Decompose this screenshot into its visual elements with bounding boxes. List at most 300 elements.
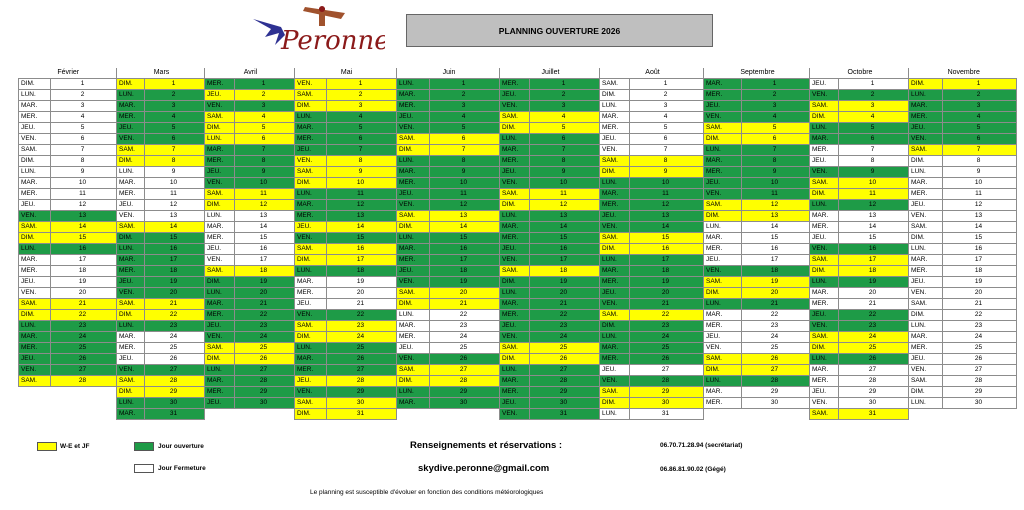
day-name-cell: VEN. <box>397 200 430 211</box>
day-name-cell: SAM. <box>600 156 630 167</box>
day-number-cell: 18 <box>430 266 500 277</box>
day-number-cell: 17 <box>630 255 704 266</box>
day-name-cell: VEN. <box>19 211 51 222</box>
day-number-cell: 13 <box>742 211 810 222</box>
day-name-cell: VEN. <box>810 398 839 409</box>
day-number-cell: 1 <box>235 79 295 90</box>
day-name-cell: DIM. <box>397 222 430 233</box>
day-name-cell: VEN. <box>19 365 51 376</box>
day-number-cell: 7 <box>235 145 295 156</box>
day-name-cell: MAR. <box>600 112 630 123</box>
day-number-cell: 4 <box>430 112 500 123</box>
day-number-cell: 20 <box>327 288 397 299</box>
day-number-cell: 12 <box>530 200 600 211</box>
day-number-cell: 26 <box>51 354 117 365</box>
day-name-cell: MAR. <box>600 189 630 200</box>
day-number-cell: 1 <box>327 79 397 90</box>
day-number-cell: 15 <box>145 233 205 244</box>
day-number-cell: 12 <box>145 200 205 211</box>
day-number-cell: 29 <box>943 387 1017 398</box>
day-name-cell: VEN. <box>205 255 235 266</box>
day-name-cell: VEN. <box>500 101 530 112</box>
day-number-cell: 31 <box>630 409 704 420</box>
day-number-cell: 19 <box>145 277 205 288</box>
day-number-cell: 13 <box>235 211 295 222</box>
day-number-cell: 30 <box>630 398 704 409</box>
day-number-cell: 30 <box>235 398 295 409</box>
day-number-cell: 11 <box>430 189 500 200</box>
day-name-cell: LUN. <box>704 299 742 310</box>
calendar-row <box>19 277 1017 288</box>
month-header: Août <box>600 68 704 79</box>
footnote: Le planning est susceptible d'évoluer en fonction des conditions météorologiques <box>310 489 544 496</box>
day-name-cell: MER. <box>205 310 235 321</box>
day-name-cell: SAM. <box>19 222 51 233</box>
day-name-cell: DIM. <box>600 398 630 409</box>
calendar-row <box>19 233 1017 244</box>
day-name-cell: SAM. <box>600 233 630 244</box>
day-number-cell: 18 <box>327 266 397 277</box>
day-name-cell: LUN. <box>500 211 530 222</box>
day-number-cell: 10 <box>235 178 295 189</box>
day-number-cell: 16 <box>530 244 600 255</box>
day-number-cell: 15 <box>51 233 117 244</box>
day-number-cell: 23 <box>51 321 117 332</box>
day-name-cell: MAR. <box>600 266 630 277</box>
day-number-cell: 27 <box>943 365 1017 376</box>
day-name-cell: MER. <box>909 343 943 354</box>
day-number-cell: 17 <box>51 255 117 266</box>
day-name-cell: VEN. <box>909 288 943 299</box>
month-header: Avril <box>205 68 295 79</box>
day-number-cell: 17 <box>839 255 909 266</box>
day-number-cell: 17 <box>327 255 397 266</box>
day-number-cell: 22 <box>430 310 500 321</box>
day-name-cell: JEU. <box>205 398 235 409</box>
day-number-cell: 29 <box>742 387 810 398</box>
day-name-cell: MAR. <box>205 145 235 156</box>
day-number-cell: 18 <box>51 266 117 277</box>
day-name-cell: VEN. <box>295 387 327 398</box>
day-number-cell: 11 <box>327 189 397 200</box>
day-number-cell: 13 <box>145 211 205 222</box>
day-name-cell: LUN. <box>500 365 530 376</box>
day-number-cell: 2 <box>430 90 500 101</box>
day-number-cell: 24 <box>235 332 295 343</box>
day-name-cell: MER. <box>704 398 742 409</box>
day-number-cell: 21 <box>943 299 1017 310</box>
day-name-cell: SAM. <box>397 134 430 145</box>
day-name-cell: SAM. <box>600 310 630 321</box>
day-name-cell: MAR. <box>810 211 839 222</box>
day-name-cell: JEU. <box>500 398 530 409</box>
day-number-cell: 16 <box>742 244 810 255</box>
day-number-cell: 11 <box>530 189 600 200</box>
day-name-cell: JEU. <box>205 244 235 255</box>
day-name-cell: MER. <box>397 255 430 266</box>
day-name-cell: LUN. <box>117 244 145 255</box>
day-name-cell: SAM. <box>19 145 51 156</box>
day-name-cell: MER. <box>205 387 235 398</box>
day-number-cell: 5 <box>235 123 295 134</box>
empty-cell <box>430 409 500 420</box>
day-name-cell: VEN. <box>295 233 327 244</box>
day-name-cell: DIM. <box>205 200 235 211</box>
day-name-cell: JEU. <box>397 189 430 200</box>
day-name-cell: JEU. <box>117 354 145 365</box>
day-number-cell: 3 <box>943 101 1017 112</box>
day-number-cell: 4 <box>839 112 909 123</box>
month-header: Octobre <box>810 68 909 79</box>
day-number-cell: 15 <box>235 233 295 244</box>
day-name-cell: MAR. <box>810 365 839 376</box>
day-number-cell: 16 <box>430 244 500 255</box>
day-number-cell: 17 <box>430 255 500 266</box>
calendar-row <box>19 101 1017 112</box>
day-number-cell: 25 <box>530 343 600 354</box>
day-name-cell: DIM. <box>704 365 742 376</box>
calendar-row <box>19 222 1017 233</box>
day-name-cell: JEU. <box>810 156 839 167</box>
day-number-cell: 9 <box>430 167 500 178</box>
day-name-cell: MER. <box>295 211 327 222</box>
day-number-cell: 27 <box>145 365 205 376</box>
day-name-cell: VEN. <box>704 266 742 277</box>
day-number-cell: 11 <box>145 189 205 200</box>
day-number-cell: 2 <box>51 90 117 101</box>
day-number-cell: 27 <box>839 365 909 376</box>
day-name-cell: LUN. <box>117 398 145 409</box>
day-number-cell: 3 <box>51 101 117 112</box>
day-name-cell: MER. <box>117 266 145 277</box>
day-number-cell: 21 <box>839 299 909 310</box>
day-name-cell: JEU. <box>704 255 742 266</box>
day-number-cell: 30 <box>145 398 205 409</box>
day-number-cell: 18 <box>943 266 1017 277</box>
day-name-cell: VEN. <box>600 222 630 233</box>
day-name-cell: LUN. <box>600 178 630 189</box>
day-name-cell: DIM. <box>500 354 530 365</box>
calendar-grid <box>18 68 1017 420</box>
day-name-cell: JEU. <box>117 200 145 211</box>
day-name-cell: VEN. <box>295 79 327 90</box>
day-number-cell: 19 <box>235 277 295 288</box>
day-number-cell: 28 <box>630 376 704 387</box>
day-number-cell: 25 <box>839 343 909 354</box>
day-name-cell: MER. <box>500 233 530 244</box>
day-name-cell: DIM. <box>909 387 943 398</box>
day-name-cell: DIM. <box>500 200 530 211</box>
day-number-cell: 3 <box>839 101 909 112</box>
day-name-cell: VEN. <box>205 101 235 112</box>
day-number-cell: 28 <box>943 376 1017 387</box>
month-header: Juin <box>397 68 500 79</box>
day-number-cell: 9 <box>530 167 600 178</box>
day-number-cell: 27 <box>530 365 600 376</box>
day-name-cell: MAR. <box>704 79 742 90</box>
day-number-cell: 27 <box>51 365 117 376</box>
day-name-cell: JEU. <box>810 233 839 244</box>
day-name-cell: SAM. <box>500 343 530 354</box>
calendar-row <box>19 255 1017 266</box>
day-number-cell: 20 <box>630 288 704 299</box>
day-number-cell: 13 <box>943 211 1017 222</box>
calendar-row <box>19 398 1017 409</box>
day-number-cell: 27 <box>327 365 397 376</box>
day-name-cell: MAR. <box>704 387 742 398</box>
day-number-cell: 19 <box>530 277 600 288</box>
day-number-cell: 3 <box>145 101 205 112</box>
day-number-cell: 17 <box>145 255 205 266</box>
day-number-cell: 25 <box>630 343 704 354</box>
day-number-cell: 14 <box>943 222 1017 233</box>
day-number-cell: 30 <box>430 398 500 409</box>
day-name-cell: MER. <box>295 134 327 145</box>
day-number-cell: 13 <box>839 211 909 222</box>
day-number-cell: 13 <box>630 211 704 222</box>
day-name-cell: LUN. <box>397 233 430 244</box>
day-name-cell: JEU. <box>19 123 51 134</box>
month-header: Novembre <box>909 68 1017 79</box>
day-name-cell: DIM. <box>600 321 630 332</box>
day-name-cell: DIM. <box>295 332 327 343</box>
day-number-cell: 25 <box>430 343 500 354</box>
day-number-cell: 4 <box>145 112 205 123</box>
day-name-cell: MAR. <box>117 178 145 189</box>
day-number-cell: 8 <box>430 156 500 167</box>
calendar-row <box>19 167 1017 178</box>
day-number-cell: 26 <box>943 354 1017 365</box>
day-name-cell: SAM. <box>117 299 145 310</box>
day-number-cell: 10 <box>839 178 909 189</box>
day-number-cell: 11 <box>742 189 810 200</box>
day-name-cell: MAR. <box>19 101 51 112</box>
day-name-cell: MER. <box>810 299 839 310</box>
day-number-cell: 19 <box>630 277 704 288</box>
day-number-cell: 29 <box>839 387 909 398</box>
day-name-cell: LUN. <box>704 222 742 233</box>
empty-cell <box>51 409 117 420</box>
day-number-cell: 11 <box>630 189 704 200</box>
empty-cell <box>704 409 742 420</box>
day-number-cell: 8 <box>742 156 810 167</box>
day-name-cell: JEU. <box>295 299 327 310</box>
day-name-cell: MER. <box>704 90 742 101</box>
day-number-cell: 2 <box>630 90 704 101</box>
month-header: Juillet <box>500 68 600 79</box>
day-number-cell: 8 <box>51 156 117 167</box>
day-number-cell: 11 <box>839 189 909 200</box>
day-name-cell: SAM. <box>600 79 630 90</box>
legend-swatch-closed <box>134 464 154 473</box>
day-name-cell: DIM. <box>295 178 327 189</box>
day-name-cell: JEU. <box>397 112 430 123</box>
day-name-cell: MAR. <box>810 134 839 145</box>
day-number-cell: 28 <box>327 376 397 387</box>
day-name-cell: SAM. <box>500 112 530 123</box>
day-number-cell: 7 <box>742 145 810 156</box>
day-name-cell: DIM. <box>909 156 943 167</box>
day-name-cell: LUN. <box>117 321 145 332</box>
day-number-cell: 24 <box>742 332 810 343</box>
day-number-cell: 19 <box>943 277 1017 288</box>
day-name-cell: DIM. <box>909 310 943 321</box>
day-number-cell: 29 <box>235 387 295 398</box>
day-number-cell: 30 <box>530 398 600 409</box>
day-number-cell: 27 <box>742 365 810 376</box>
day-number-cell: 8 <box>943 156 1017 167</box>
day-name-cell: SAM. <box>704 277 742 288</box>
day-name-cell: DIM. <box>295 101 327 112</box>
day-name-cell: VEN. <box>19 288 51 299</box>
day-name-cell: MER. <box>19 189 51 200</box>
skydiver-logo-icon <box>245 5 385 57</box>
day-name-cell: DIM. <box>19 79 51 90</box>
day-name-cell: JEU. <box>909 277 943 288</box>
day-number-cell: 14 <box>742 222 810 233</box>
day-number-cell: 23 <box>630 321 704 332</box>
empty-cell <box>19 387 51 398</box>
day-name-cell: MER. <box>810 222 839 233</box>
day-name-cell: MER. <box>205 79 235 90</box>
day-name-cell: LUN. <box>205 134 235 145</box>
day-name-cell: MAR. <box>117 101 145 112</box>
calendar-row <box>19 178 1017 189</box>
day-number-cell: 20 <box>530 288 600 299</box>
day-number-cell: 21 <box>327 299 397 310</box>
day-number-cell: 5 <box>530 123 600 134</box>
day-name-cell: MAR. <box>117 255 145 266</box>
contact-email[interactable]: skydive.peronne@gmail.com <box>418 463 550 474</box>
day-number-cell: 14 <box>327 222 397 233</box>
day-number-cell: 22 <box>742 310 810 321</box>
day-name-cell: MER. <box>704 167 742 178</box>
day-name-cell: LUN. <box>205 211 235 222</box>
day-name-cell: JEU. <box>295 145 327 156</box>
day-number-cell: 5 <box>430 123 500 134</box>
day-name-cell: MAR. <box>117 332 145 343</box>
day-name-cell: MAR. <box>205 376 235 387</box>
day-number-cell: 7 <box>839 145 909 156</box>
calendar-row <box>19 123 1017 134</box>
day-name-cell: SAM. <box>397 365 430 376</box>
day-number-cell: 6 <box>51 134 117 145</box>
day-name-cell: VEN. <box>810 321 839 332</box>
day-number-cell: 14 <box>51 222 117 233</box>
day-name-cell: MER. <box>704 321 742 332</box>
day-number-cell: 26 <box>145 354 205 365</box>
day-name-cell: DIM. <box>205 123 235 134</box>
calendar-table <box>18 68 1017 420</box>
day-name-cell: SAM. <box>500 266 530 277</box>
calendar-row <box>19 134 1017 145</box>
day-name-cell: DIM. <box>810 343 839 354</box>
day-name-cell: MAR. <box>295 354 327 365</box>
day-name-cell: LUN. <box>909 244 943 255</box>
day-number-cell: 14 <box>530 222 600 233</box>
day-number-cell: 5 <box>839 123 909 134</box>
day-name-cell: MAR. <box>117 409 145 420</box>
day-number-cell: 1 <box>530 79 600 90</box>
day-number-cell: 10 <box>943 178 1017 189</box>
day-name-cell: MER. <box>205 233 235 244</box>
day-name-cell: VEN. <box>600 145 630 156</box>
day-number-cell: 5 <box>742 123 810 134</box>
day-number-cell: 25 <box>235 343 295 354</box>
day-number-cell: 6 <box>530 134 600 145</box>
day-number-cell: 29 <box>530 387 600 398</box>
day-number-cell: 23 <box>235 321 295 332</box>
day-name-cell: LUN. <box>117 90 145 101</box>
day-number-cell: 20 <box>839 288 909 299</box>
day-name-cell: SAM. <box>117 222 145 233</box>
day-name-cell: DIM. <box>117 156 145 167</box>
day-name-cell: JEU. <box>500 167 530 178</box>
day-name-cell: LUN. <box>810 354 839 365</box>
day-number-cell: 20 <box>430 288 500 299</box>
day-name-cell: MAR. <box>205 222 235 233</box>
day-name-cell: MAR. <box>397 244 430 255</box>
month-header: Mai <box>295 68 397 79</box>
day-number-cell: 15 <box>630 233 704 244</box>
day-number-cell: 17 <box>235 255 295 266</box>
day-number-cell: 31 <box>839 409 909 420</box>
day-name-cell: SAM. <box>909 145 943 156</box>
day-name-cell: MAR. <box>19 332 51 343</box>
logo-text: Peronne <box>281 26 385 56</box>
day-name-cell: LUN. <box>600 255 630 266</box>
day-name-cell: JEU. <box>500 321 530 332</box>
day-name-cell: LUN. <box>295 112 327 123</box>
day-name-cell: LUN. <box>295 266 327 277</box>
day-name-cell: DIM. <box>600 167 630 178</box>
day-name-cell: SAM. <box>295 90 327 101</box>
day-name-cell: JEU. <box>600 211 630 222</box>
day-number-cell: 5 <box>943 123 1017 134</box>
day-name-cell: LUN. <box>19 321 51 332</box>
day-number-cell: 23 <box>327 321 397 332</box>
day-name-cell: MAR. <box>205 299 235 310</box>
day-name-cell: DIM. <box>909 79 943 90</box>
day-name-cell: LUN. <box>205 288 235 299</box>
day-number-cell: 31 <box>327 409 397 420</box>
day-number-cell: 21 <box>51 299 117 310</box>
day-name-cell: VEN. <box>909 134 943 145</box>
day-number-cell: 1 <box>630 79 704 90</box>
empty-cell <box>51 387 117 398</box>
day-number-cell: 18 <box>145 266 205 277</box>
day-name-cell: DIM. <box>704 288 742 299</box>
day-number-cell: 3 <box>630 101 704 112</box>
empty-cell <box>19 398 51 409</box>
day-name-cell: SAM. <box>205 112 235 123</box>
day-name-cell: VEN. <box>704 189 742 200</box>
day-number-cell: 30 <box>943 398 1017 409</box>
day-number-cell: 20 <box>51 288 117 299</box>
day-number-cell: 9 <box>742 167 810 178</box>
day-number-cell: 23 <box>839 321 909 332</box>
day-number-cell: 7 <box>327 145 397 156</box>
day-number-cell: 26 <box>430 354 500 365</box>
day-number-cell: 10 <box>742 178 810 189</box>
day-name-cell: LUN. <box>909 398 943 409</box>
day-name-cell: SAM. <box>600 387 630 398</box>
day-name-cell: SAM. <box>810 178 839 189</box>
day-number-cell: 6 <box>742 134 810 145</box>
day-name-cell: DIM. <box>704 134 742 145</box>
day-number-cell: 1 <box>145 79 205 90</box>
calendar-row <box>19 376 1017 387</box>
